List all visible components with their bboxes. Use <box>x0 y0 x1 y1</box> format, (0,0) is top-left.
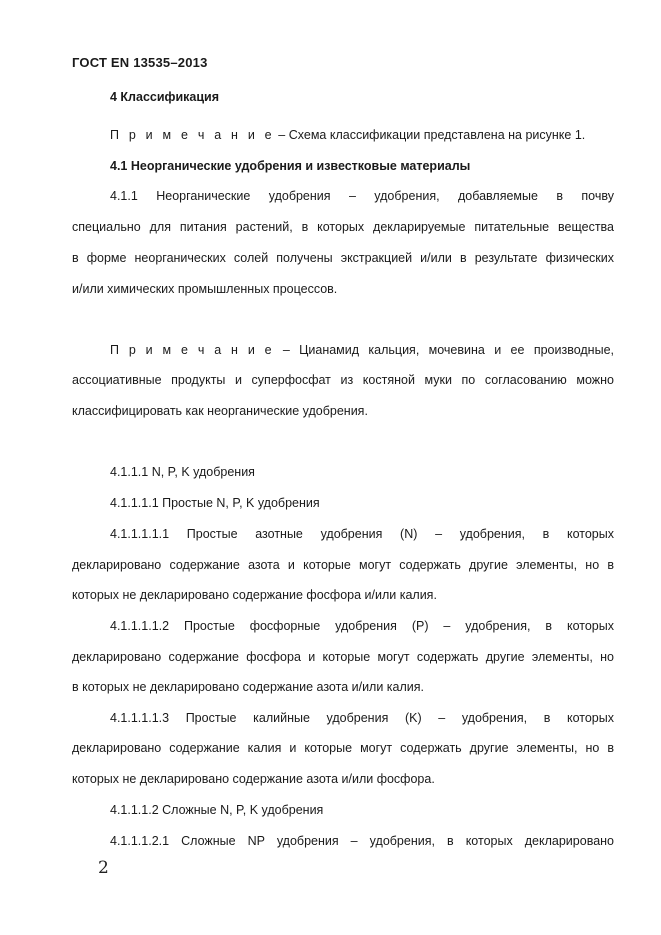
subsection-heading-4-1-1-1-2: 4.1.1.1.2 Сложные N, P, K удобрения <box>110 803 324 817</box>
note-classification-scheme <box>110 127 614 143</box>
section-heading-4-1: 4.1 Неорганические удобрения и известковые материалы <box>110 159 471 173</box>
note-label: П р и м е ч а н и е <box>110 343 275 357</box>
page-number: 2 <box>98 858 109 878</box>
note-cyanamide <box>110 342 614 358</box>
note-text: – Цианамид кальция, мочевина и ее производные, <box>282 343 614 357</box>
paragraph-line: в которых не декларировано содержание азота и/или калия. <box>72 680 425 694</box>
section-heading-4: 4 Классификация <box>110 90 220 104</box>
paragraph-line: 4.1.1.1.1.1 Простые азотные удобрения (N) – удобрения, в которых <box>110 527 614 541</box>
paragraph-line: 4.1.1.1.1.2 Простые фосфорные удобрения (P) – удобрения, в которых <box>110 619 614 633</box>
paragraph-line: ассоциативные продукты и суперфосфат из костяной муки по согласованию можно <box>72 373 614 387</box>
note-text: – Схема классификации представлена на рисунке 1. <box>274 128 586 142</box>
document-header: ГОСТ EN 13535–2013 <box>72 55 208 70</box>
subsection-heading-4-1-1-1-1: 4.1.1.1.1 Простые N, P, K удобрения <box>110 496 320 510</box>
paragraph-line: специально для питания растений, в которых декларируемые питательные вещества <box>72 220 614 234</box>
paragraph-line: 4.1.1 Неорганические удобрения – удобрения, добавляемые в почву <box>110 189 614 203</box>
subsection-heading-4-1-1-1: 4.1.1.1 N, P, K удобрения <box>110 465 255 479</box>
paragraph-line: 4.1.1.1.1.3 Простые калийные удобрения (K) – удобрения, в которых <box>110 711 614 725</box>
paragraph-line: которых не декларировано содержание азота и/или фосфора. <box>72 772 435 786</box>
paragraph-line: декларировано содержание калия и которые могут содержать другие элементы, но в <box>72 741 614 755</box>
paragraph-line: которых не декларировано содержание фосфора и/или калия. <box>72 588 437 602</box>
paragraph-line: декларировано содержание азота и которые могут содержать другие элементы, но в <box>72 558 614 572</box>
note-label: П р и м е ч а н и е <box>110 128 275 142</box>
paragraph-line: и/или химических промышленных процессов. <box>72 282 338 296</box>
paragraph-line: в форме неорганических солей получены экстракцией и/или в результате физических <box>72 251 614 265</box>
paragraph-line: 4.1.1.1.2.1 Сложные NP удобрения – удобрения, в которых декларировано <box>110 834 614 848</box>
paragraph-line: декларировано содержание фосфора и которые могут содержать другие элементы, но <box>72 650 614 664</box>
paragraph-line: классифицировать как неорганические удобрения. <box>72 404 368 418</box>
